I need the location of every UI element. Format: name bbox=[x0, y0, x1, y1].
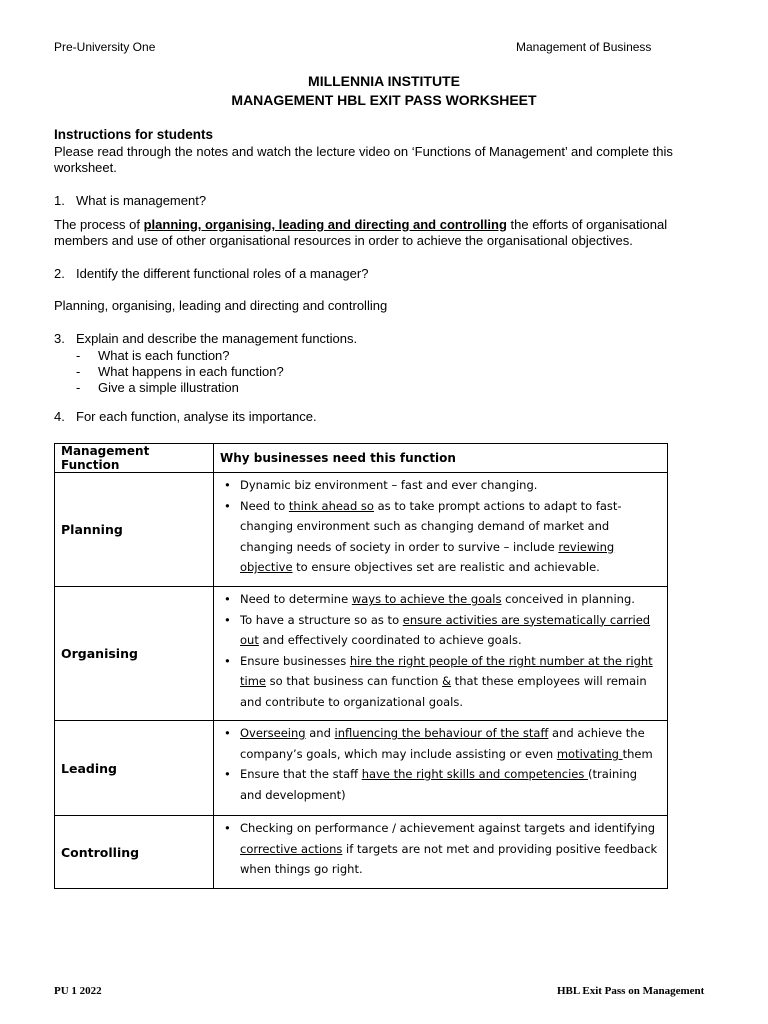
table-row-leading bbox=[55, 721, 668, 816]
text: Need to bbox=[240, 498, 289, 513]
worksheet-title: MANAGEMENT HBL EXIT PASS WORKSHEET bbox=[231, 92, 537, 108]
text: that these employees will remain and contribute to organizational goals. bbox=[240, 674, 647, 709]
question-4-number: 4. bbox=[54, 409, 65, 424]
dash: - bbox=[76, 348, 81, 363]
function-organising: Organising bbox=[55, 587, 214, 721]
text: and bbox=[305, 726, 335, 740]
question-3-sub-3 bbox=[76, 380, 239, 396]
list-item bbox=[222, 723, 661, 764]
table-row-organising bbox=[55, 587, 668, 721]
question-3-sub-1 bbox=[76, 348, 230, 364]
header-left: Pre-University One bbox=[54, 40, 156, 54]
header-right: Management of Business bbox=[516, 40, 652, 54]
question-3-number: 3. bbox=[54, 331, 65, 346]
underlined-text: ensure activities are systematically carried out bbox=[240, 612, 651, 647]
footer-right: HBL Exit Pass on Management bbox=[557, 985, 705, 997]
underlined-text: have the right skills and competencies bbox=[361, 767, 589, 781]
sub-text: Give a simple illustration bbox=[98, 380, 239, 395]
text: so that business can function bbox=[265, 674, 443, 688]
instructions-text: Please read through the notes and watch the lecture video on ‘Functions of Management’ and complete this worksheet. bbox=[54, 144, 673, 175]
sub-text: What is each function? bbox=[98, 348, 230, 363]
text: Ensure businesses bbox=[240, 653, 350, 668]
question-3-text: Explain and describe the management functions. bbox=[76, 331, 358, 346]
question-4 bbox=[54, 409, 317, 425]
text: Checking on performance / achievement against targets and identifying bbox=[240, 821, 656, 835]
question-1 bbox=[54, 193, 206, 209]
table-row-controlling bbox=[55, 816, 668, 889]
text: conceived in planning. bbox=[501, 592, 635, 606]
table-header-row bbox=[55, 444, 668, 473]
question-2 bbox=[54, 266, 368, 282]
answer-1-pre: The process of bbox=[54, 217, 144, 232]
underlined-text: reviewing objective bbox=[240, 539, 615, 574]
answer-2: Planning, organising, leading and directing and controlling bbox=[54, 298, 388, 313]
text: To have a structure so as to bbox=[240, 612, 403, 627]
underlined-text: think ahead so bbox=[288, 498, 374, 513]
list-item bbox=[222, 496, 661, 578]
sub-text: What happens in each function? bbox=[98, 364, 284, 379]
list-item bbox=[222, 475, 661, 496]
table-row-planning bbox=[55, 473, 668, 587]
answer-1-post: the efforts of organisational members and use of other organisational resources in order to achieve the organisational objectives. bbox=[54, 217, 668, 248]
management-functions-table bbox=[54, 443, 668, 889]
question-2-text: Identify the different functional roles of a manager? bbox=[76, 266, 369, 281]
dash: - bbox=[76, 380, 81, 395]
planning-reasons bbox=[214, 473, 668, 587]
question-2-number: 2. bbox=[54, 266, 65, 281]
text: Dynamic biz environment – fast and ever changing. bbox=[240, 478, 538, 492]
list-item bbox=[222, 651, 661, 713]
organising-reasons bbox=[214, 587, 668, 721]
function-controlling: Controlling bbox=[55, 816, 214, 889]
underlined-text: ways to achieve the goals bbox=[351, 592, 502, 606]
footer-left: PU 1 2022 bbox=[54, 985, 102, 997]
question-3-sub-2 bbox=[76, 364, 284, 380]
text: and effectively coordinated to achieve goals. bbox=[258, 633, 522, 647]
leading-reasons bbox=[214, 721, 668, 816]
list-item bbox=[222, 589, 661, 610]
underlined-text: corrective actions bbox=[240, 841, 343, 856]
underlined-text: & bbox=[442, 674, 452, 688]
text: to ensure objectives set are realistic and achievable. bbox=[292, 560, 600, 574]
question-4-text: For each function, analyse its importance. bbox=[76, 409, 317, 424]
answer-1-bold: planning, organising, leading and directing and controlling bbox=[143, 217, 507, 232]
question-3 bbox=[54, 331, 357, 347]
institute-title: MILLENNIA INSTITUTE bbox=[308, 73, 460, 89]
text: them bbox=[622, 746, 653, 761]
list-item bbox=[222, 610, 661, 651]
text: as to take prompt actions to adapt to fast-changing environment such as changing demand of market and changing needs of society in order to survive – include bbox=[240, 498, 622, 554]
text: if targets are not met and providing positive feedback when things go right. bbox=[240, 841, 658, 876]
function-planning: Planning bbox=[55, 473, 214, 587]
function-leading: Leading bbox=[55, 721, 214, 816]
dash: - bbox=[76, 364, 81, 379]
controlling-reasons bbox=[214, 816, 668, 889]
underlined-text: hire the right people of the right number at the right time bbox=[240, 653, 653, 688]
text: Need to determine bbox=[240, 592, 352, 606]
answer-1 bbox=[54, 217, 724, 249]
text: and achieve the company’s goals, which may include assisting or even bbox=[240, 726, 645, 761]
instructions-heading: Instructions for students bbox=[54, 127, 214, 142]
question-1-number: 1. bbox=[54, 193, 65, 208]
question-1-text: What is management? bbox=[76, 193, 207, 208]
column-header-function: Management Function bbox=[55, 444, 214, 473]
text: Ensure that the staff bbox=[240, 767, 362, 781]
list-item bbox=[222, 764, 661, 805]
column-header-why: Why businesses need this function bbox=[214, 444, 668, 473]
underlined-text: influencing the behaviour of the staff bbox=[334, 726, 549, 740]
list-item bbox=[222, 818, 661, 880]
text: (training and development) bbox=[240, 767, 638, 802]
underlined-text: Overseeing bbox=[240, 726, 306, 740]
underlined-text: motivating bbox=[556, 746, 623, 761]
